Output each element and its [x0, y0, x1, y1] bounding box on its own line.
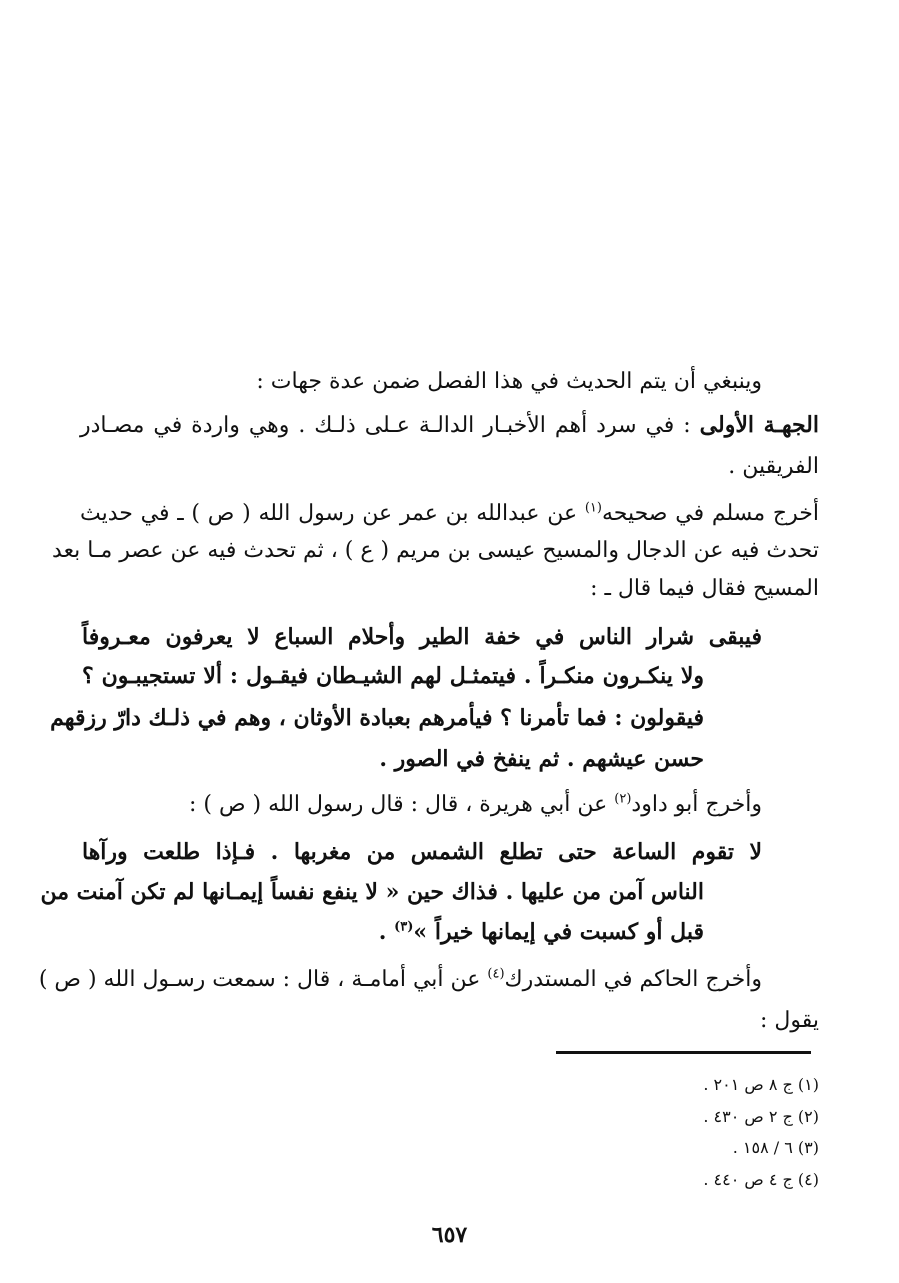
page-number: ٦٥٧ — [431, 1222, 468, 1248]
section1-line2: الفريقين . — [728, 454, 819, 479]
para3-line2: يقول : — [759, 1008, 819, 1033]
quote2-line1: لا تقوم الساعة حتى تطلع الشمس من مغربها . فـإذا طلعت ورآها — [82, 839, 762, 865]
quote1-line3: فيقولون : فما تأمرنا ؟ فيأمرهم بعبادة الأوثان ، وهم في ذلـك دارّ رزقهم — [50, 705, 704, 731]
quote1-line4: حسن عيشهم . ثم ينفخ في الصور . — [379, 746, 704, 772]
footnote-ref-2: (٢) — [614, 791, 632, 807]
section1-line1-text: : في سرد أهم الأخبـار الدالـة عـلى ذلـك . وهي واردة في مصـادر — [80, 413, 700, 438]
quote2-line3-a: قبل أو كسبت في إيمانها خيراً » — [413, 919, 704, 945]
footnote-ref-1: (١) — [584, 500, 602, 516]
para3-a: وأخرج الحاكم في المستدرك — [504, 967, 762, 992]
para1-line1-a: أخرج مسلم في صحيحه — [601, 501, 819, 526]
para2-b: عن أبي هريرة ، قال : قال رسول الله ( ص ) : — [188, 792, 615, 817]
quote2-line3 — [379, 917, 704, 947]
footnote-3: (٣) ٦ / ١٥٨ . — [732, 1138, 819, 1157]
section1-heading: الجهـة الأولى — [699, 412, 819, 438]
para3-b: عن أبي أمامـة ، قال : سمعت رسـول الله ( ص ) — [38, 967, 488, 992]
para3-line1 — [38, 965, 762, 995]
quote1-line1: فيبقى شرار الناس في خفة الطير وأحلام السباع لا يعرفون معـروفاً — [82, 624, 762, 650]
para1-line2: تحدث فيه عن الدجال والمسيح عيسى بن مريم ( ع ) ، ثم تحدث فيه عن عصر مـا بعد — [52, 538, 819, 563]
quote1-line2: ولا ينكـرون منكـراً . فيتمثـل لهم الشيـطان فيقـول : ألا تستجيبـون ؟ — [82, 663, 704, 689]
quote2-line3-b: . — [378, 919, 395, 945]
intro-line: وينبغي أن يتم الحديث في هذا الفصل ضمن عدة جهات : — [256, 369, 762, 394]
section1-line1 — [80, 410, 819, 441]
para2-a: وأخرج أبو داود — [631, 792, 762, 817]
para2-line — [189, 790, 762, 820]
footnote-divider — [556, 1051, 811, 1054]
footnote-4: (٤) ج ٤ ص ٤٤٠ . — [703, 1170, 819, 1189]
para1-line1 — [80, 499, 819, 529]
footnote-ref-4: (٤) — [487, 966, 505, 982]
para1-line1-b: عن عبدالله بن عمر عن رسول الله ( ص ) ـ في حديث — [80, 501, 585, 526]
footnote-1: (١) ج ٨ ص ٢٠١ . — [703, 1075, 819, 1094]
footnote-2: (٢) ج ٢ ص ٤٣٠ . — [703, 1107, 819, 1126]
quote2-line2: الناس آمن من عليها . فذاك حين « لا ينفع نفساً إيمـانها لم تكن آمنت من — [40, 879, 704, 905]
para1-line3: المسيح فقال فيما قال ـ : — [590, 576, 819, 601]
footnote-ref-3: (٣) — [394, 919, 414, 935]
